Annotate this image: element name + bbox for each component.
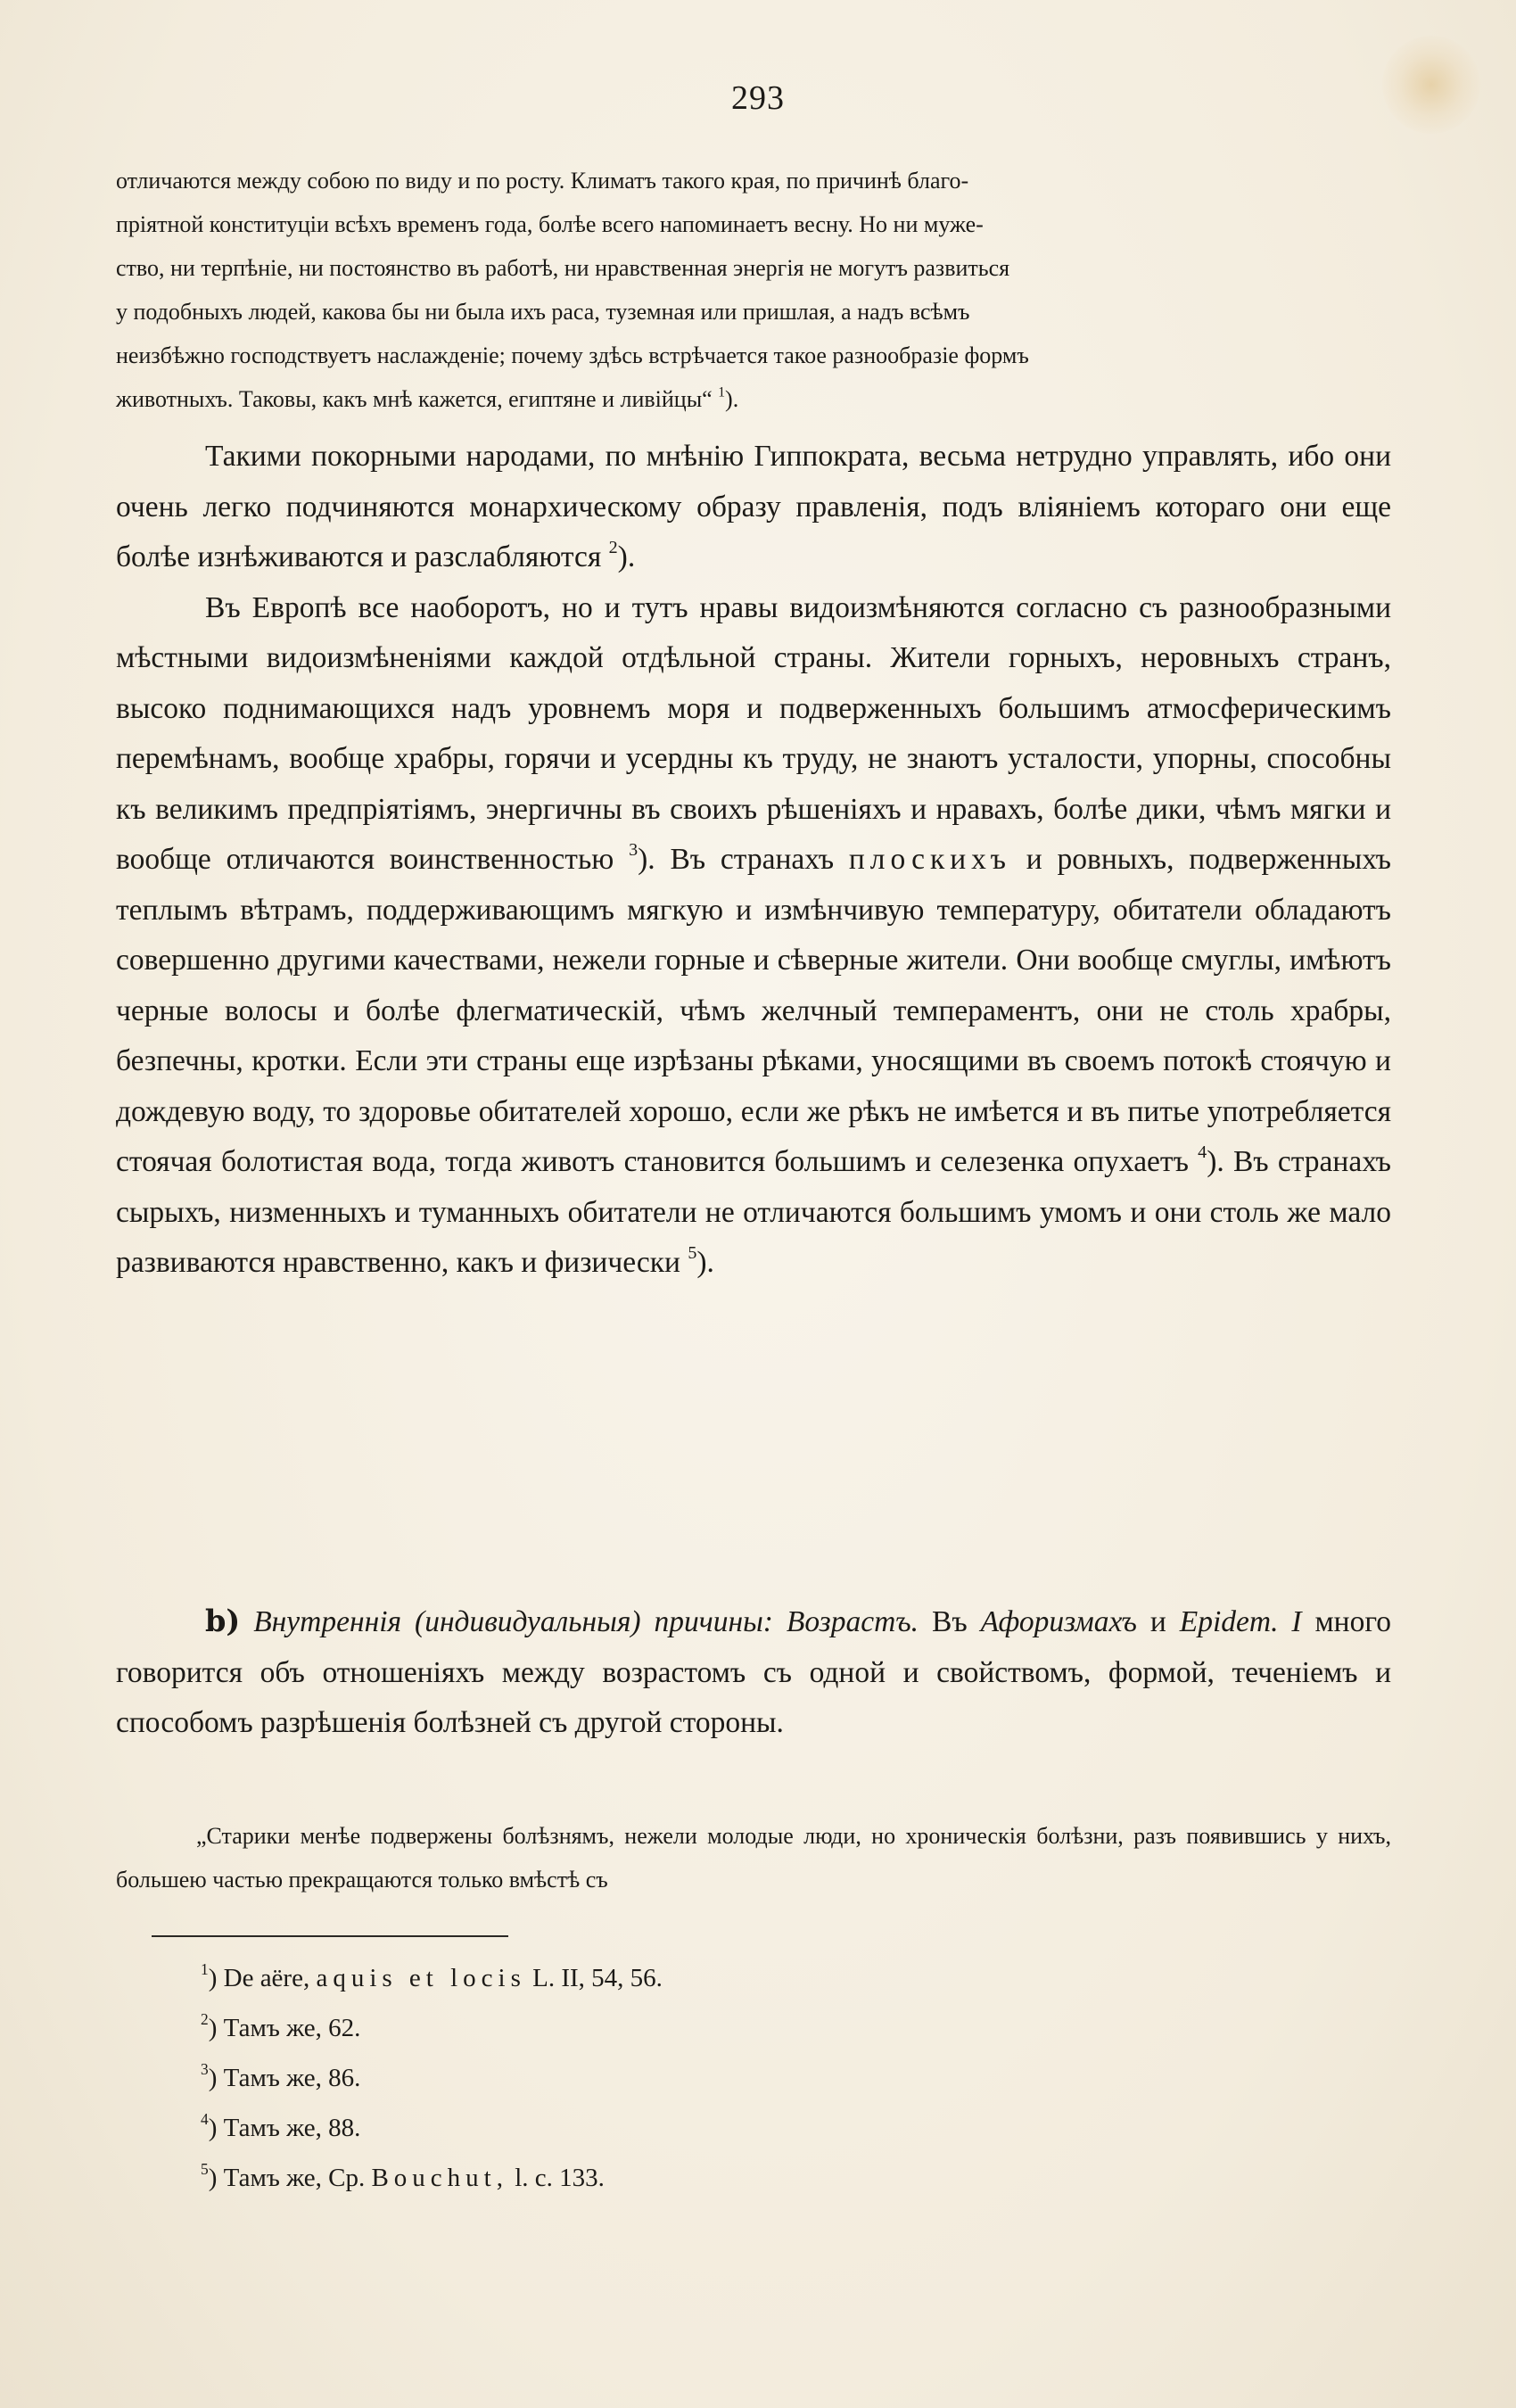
footnote-divider [152,1935,508,1937]
footnote-text: Тамъ же, 62. [223,2014,361,2042]
footnotes [201,1953,1271,2203]
paragraph-text: Такими покорными народами, по мнѣнію Гиппократа, весьма нетрудно управлять, ибо они очень легко подчиняются монархическому образу правленія, подъ вліяніемъ котораго они еще болѣе изнѣживаются и разслабляются [116,440,1391,573]
footnote-ref: 1 [718,384,726,400]
section-title: Внутреннія (индивидуальныя) причины: Возрастъ. [253,1605,919,1638]
paragraph [116,432,1391,583]
footnote-number: 4 [201,2109,209,2128]
footnote-text: Тамъ же, Ср. [223,2164,366,2192]
work-title: Epidem. I [1179,1605,1302,1638]
quote-line: у подобныхъ людей, какова бы ни была ихъ раса, туземная или пришлая, а надъ всѣмъ [116,299,970,325]
section-letter: b) [205,1604,241,1638]
quotation-continued [116,159,1391,421]
paragraph-tail: ). [696,1246,714,1279]
footnote: $^3$) Тамъ же, 86. [201,2059,361,2092]
quote-line: ство, ни терпѣніе, ни постоянство въ работѣ, ни нравственная энергія не могутъ развиться [116,255,1010,281]
quote-line-text: животныхъ. Таковы, какъ мнѣ кажется, египтяне и ливійцы“ [116,386,713,412]
quote-tail: ). [725,386,739,412]
paragraph-text: Въ Европѣ все наоборотъ, но и тутъ нравы видоизмѣняются согласно съ разнообразными мѣстными видоизмѣненіями каждой отдѣльной страны. Жители горныхъ, неровныхъ странъ, высоко поднимающихся надъ уровнемъ моря и подверженныхъ большимъ атмосферическимъ перемѣнамъ, вообще храбры, горячи и усердны къ труду, не знаютъ усталости, упорны, способны къ великимъ предпріятіямъ, энергичны въ своихъ рѣшеніяхъ и нравахъ, болѣе дики, чѣмъ мягки и вообще отличаются воинственностью [116,590,1391,876]
work-title: Афоризмахъ [980,1605,1137,1638]
section-text: Въ [931,1605,968,1638]
footnote-number: 5 [201,2159,209,2178]
footnote-ref: 2 [608,537,618,557]
section-text: много говорится объ отношеніяхъ между возрастомъ съ одной и свойствомъ, формой, теченіемъ и способомъ разрѣшенія болѣзней съ другой стороны. [116,1605,1392,1739]
footnote-ref: 3 [629,839,639,860]
footnote-text: l. c. 133. [515,2164,605,2192]
footnote-text: Тамъ же, 86. [223,2064,361,2092]
footnote-ref: 4 [1198,1142,1207,1162]
footnote-spaced: Bouchut, [371,2164,508,2192]
footnote-ref: 5 [688,1242,697,1263]
footnote-text: De aëre, [223,1964,310,1992]
section-text: и [1149,1605,1166,1638]
paragraph [116,583,1391,1289]
footnote: $^1$) De aëre, aquis et locis L. II, 54, 56. [201,1959,663,1992]
footnote-text: Тамъ же, 88. [223,2114,361,2142]
section-paragraph [116,1596,1391,1749]
spaced-word: плоскихъ [848,843,1011,876]
quotation-start [116,1814,1391,1901]
quote-line: отличаются между собою по виду и по росту. Климатъ такого края, по причинѣ благо- [116,168,969,194]
paragraph-text: ). Въ странахъ сырыхъ, низменныхъ и туманныхъ обитатели не отличаются большимъ умомъ и они столь же мало развиваются нравственно, какъ и физически [116,1145,1392,1279]
paragraph-text: ). Въ странахъ [638,843,835,876]
footnote: $^4$) Тамъ же, 88. [201,2109,361,2142]
quote-line-last [116,377,1391,421]
section-b [116,1596,1391,1749]
footnote: $^2$) Тамъ же, 62. [201,2009,361,2042]
paragraph-tail: ). [617,540,636,573]
quote-line: неизбѣжно господствуетъ наслажденіе; почему здѣсь встрѣчается такое разнообразіе формъ [116,342,1029,368]
page-number: 293 [731,79,785,117]
footnote-spaced: aquis et locis [316,1964,526,1992]
footnote: $^5$) Тамъ же, Ср. Bouchut, l. c. 133. [201,2159,605,2192]
footnote-text: L. II, 54, 56. [532,1964,663,1992]
quote-paragraph: „Старики менѣе подвержены болѣзнямъ, нежели молодые люди, но хроническія болѣзни, разъ появившись у нихъ, большею частью прекращаются только вмѣстѣ съ [116,1823,1391,1893]
main-text [116,432,1391,1289]
paragraph-text: и ровныхъ, подверженныхъ теплымъ вѣтрамъ, поддерживающимъ мягкую и измѣнчивую температуру, обитатели обладаютъ совершенно другими качествами, нежели горные и сѣверные жители. Они вообще смуглы, имѣютъ черные волосы и болѣе флегматическій, чѣмъ желчный темпераментъ, они не столь храбры, безпечны, кротки. Если эти страны еще изрѣзаны рѣками, уносящими въ своемъ потокѣ стоячую и дождевую воду, то здоровье обитателей хорошо, если же рѣкъ не имѣется и въ питье употребляется стоячая болотистая вода, тогда животъ становится большимъ и селезенка опухаетъ [116,843,1391,1178]
footnote-number: 2 [201,2009,209,2028]
footnote-number: 1 [201,1959,209,1978]
footnote-number: 3 [201,2059,209,2078]
quote-line: пріятной конституціи всѣхъ временъ года, болѣе всего напоминаетъ весну. Но ни муже- [116,211,984,237]
